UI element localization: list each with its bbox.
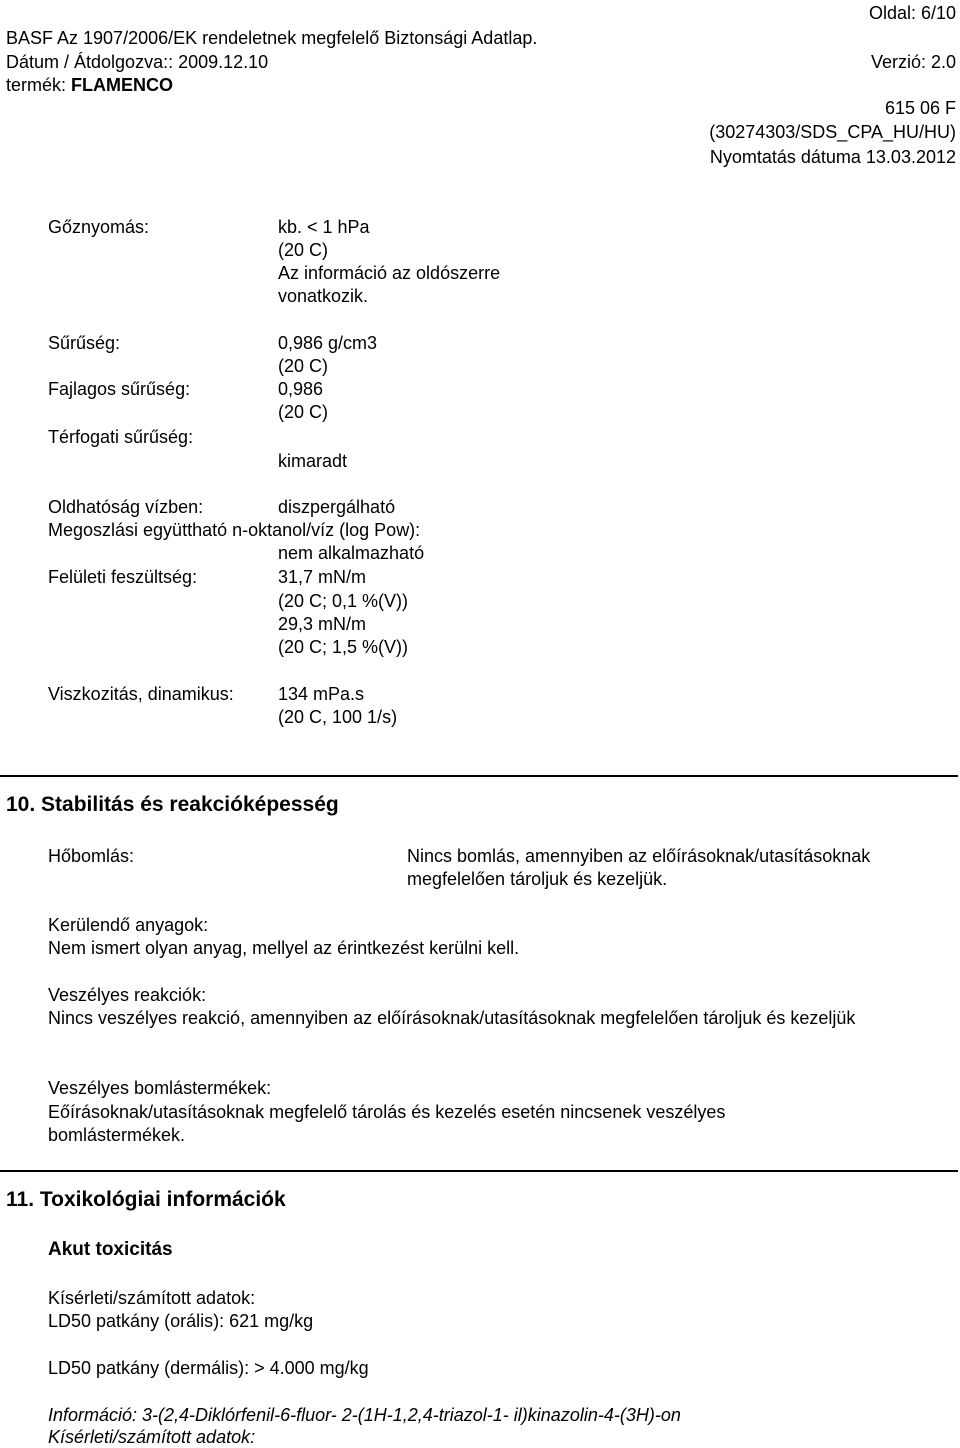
relative-density-temp: (20 C): [278, 402, 329, 422]
ld50-oral: LD50 patkány (orális): 621 mg/kg: [48, 1311, 314, 1331]
sds-number: (30274303/SDS_CPA_HU/HU): [709, 122, 956, 142]
vapor-pressure-value: kb. < 1 hPa: [278, 217, 370, 237]
materials-to-avoid-label: Kerülendő anyagok:: [48, 915, 209, 935]
vapor-pressure-note-cont: vonatkozik.: [278, 286, 369, 306]
vapor-pressure-label: Gőznyomás:: [48, 217, 150, 237]
thermal-decomposition-label: Hőbomlás:: [48, 846, 135, 866]
hazardous-reactions-text: Nincs veszélyes reakció, amennyiben az előírásoknak/utasításoknak megfelelően tároljuk és kezeljük: [48, 1008, 856, 1028]
vapor-pressure-temp: (20 C): [278, 240, 329, 260]
partition-coefficient-value: nem alkalmazható: [278, 543, 425, 563]
product-line: [6, 74, 173, 97]
surface-tension-label: Felületi feszültség:: [48, 567, 198, 587]
relative-density-value: 0,986: [278, 379, 324, 399]
density-value: 0,986 g/cm3: [278, 333, 378, 353]
decomposition-products-text-cont: bomlástermékek.: [48, 1125, 186, 1145]
bulk-density-value: kimaradt: [278, 451, 348, 471]
density-temp: (20 C): [278, 356, 329, 376]
surface-tension-value-1: 31,7 mN/m: [278, 567, 367, 587]
information-line: Információ: 3-(2,4-Diklórfenil-6-fluor- 2-(1H-1,2,4-triazol-1- il)kinazolin-4-(3H)-on: [48, 1405, 681, 1425]
version: Verzió: 2.0: [870, 52, 956, 72]
viscosity-condition: (20 C, 100 1/s): [278, 707, 398, 727]
thermal-decomposition-text-cont: megfelelően tároljuk és kezeljük.: [407, 869, 668, 889]
section-divider: [0, 1170, 958, 1172]
solubility-value: diszpergálható: [278, 497, 396, 517]
information-experimental-label: Kísérleti/számított adatok:: [48, 1427, 256, 1447]
section-10-heading: 10. Stabilitás és reakcióképesség: [6, 793, 339, 816]
revision-date: Dátum / Átdolgozva:: 2009.12.10: [6, 52, 269, 72]
surface-tension-value-2: 29,3 mN/m: [278, 614, 367, 634]
section-divider: [0, 775, 958, 777]
density-label: Sűrűség:: [48, 333, 121, 353]
print-date: Nyomtatás dátuma 13.03.2012: [709, 147, 956, 167]
ld50-dermal: LD50 patkány (dermális): > 4.000 mg/kg: [48, 1358, 369, 1378]
relative-density-label: Fajlagos sűrűség:: [48, 379, 191, 399]
vapor-pressure-note: Az információ az oldószerre: [278, 263, 501, 283]
decomposition-products-label: Veszélyes bomlástermékek:: [48, 1078, 272, 1098]
solubility-label: Oldhatóság vízben:: [48, 497, 204, 517]
section-11-heading: 11. Toxikológiai információk: [6, 1188, 286, 1211]
decomposition-products-text: Eőírásoknak/utasításoknak megfelelő tárolás és kezelés esetén nincsenek veszélyes: [48, 1102, 726, 1122]
acute-toxicity-heading: Akut toxicitás: [48, 1239, 173, 1260]
product-name: FLAMENCO: [71, 75, 174, 95]
viscosity-value: 134 mPa.s: [278, 684, 365, 704]
document-title: BASF Az 1907/2006/EK rendeletnek megfelelő Biztonsági Adatlap.: [6, 28, 538, 48]
bulk-density-label: Térfogati sűrűség:: [48, 427, 194, 447]
product-label: termék:: [6, 75, 67, 95]
experimental-data-label: Kísérleti/számított adatok:: [48, 1288, 256, 1308]
surface-tension-condition-1: (20 C; 0,1 %(V)): [278, 591, 409, 611]
materials-to-avoid-text: Nem ismert olyan anyag, mellyel az érintkezést kerülni kell.: [48, 938, 520, 958]
surface-tension-condition-2: (20 C; 1,5 %(V)): [278, 637, 409, 657]
hazardous-reactions-label: Veszélyes reakciók:: [48, 985, 207, 1005]
product-code: 615 06 F: [884, 98, 956, 118]
thermal-decomposition-text: Nincs bomlás, amennyiben az előírásoknak/utasításoknak: [407, 846, 871, 866]
viscosity-label: Viszkozitás, dinamikus:: [48, 684, 234, 704]
page-number: Oldal: 6/10: [868, 3, 956, 23]
partition-coefficient-label: Megoszlási együttható n-oktanol/víz (log Pow):: [48, 520, 421, 540]
